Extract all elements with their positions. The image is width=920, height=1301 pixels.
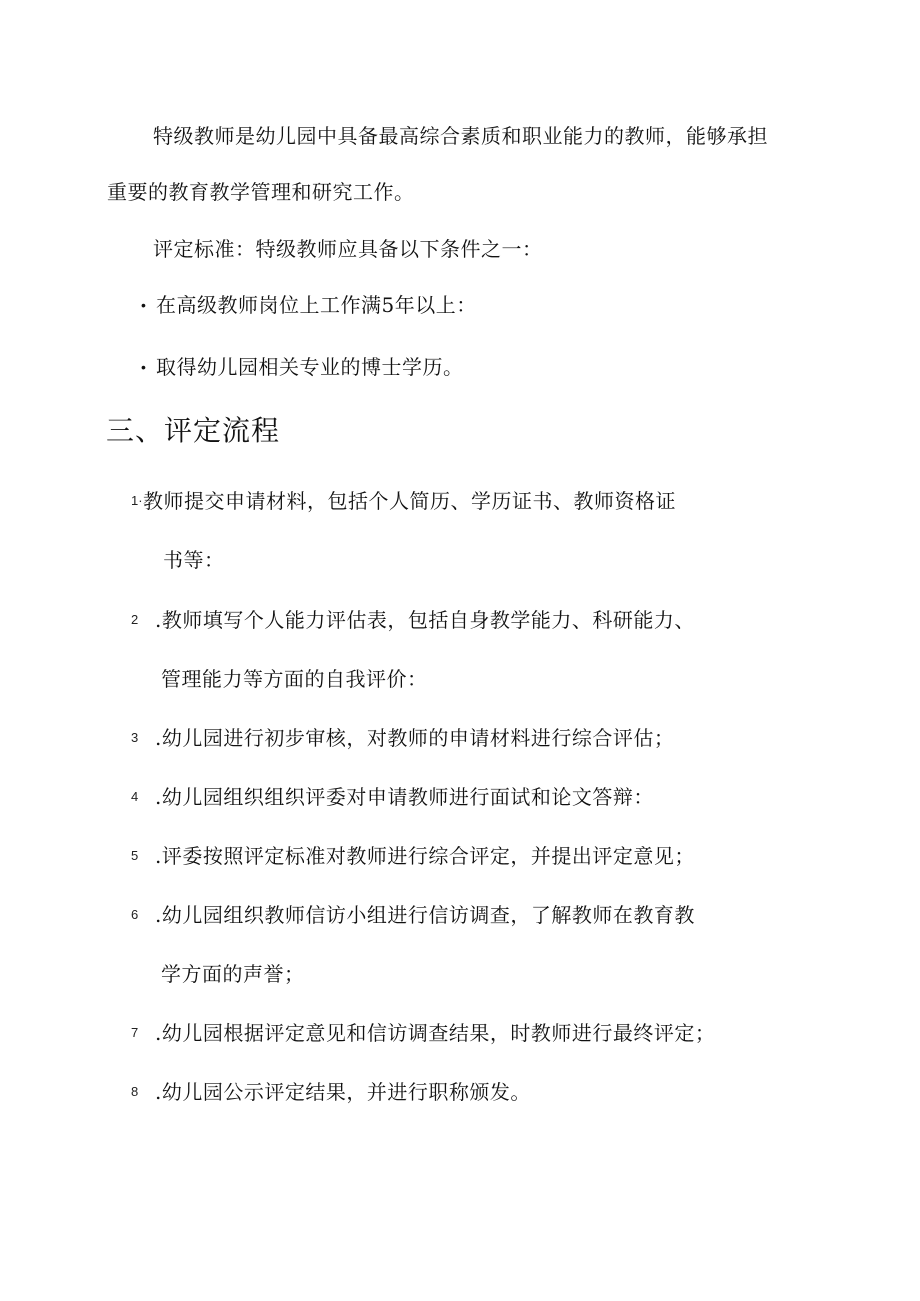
step-1-number: 1· [131, 493, 143, 508]
step-6-line-2: 学方面的声誉； [161, 962, 305, 986]
step-7-line-1: .幼儿园根据评定意见和信访调查结果，时教师进行最终评定； [155, 1021, 716, 1045]
step-6-number: 6 [131, 907, 139, 922]
step-8-number: 8 [131, 1084, 139, 1099]
step-8-line-1: .幼儿园公示评定结果，并进行职称颁发。 [155, 1080, 531, 1104]
criteria-bullet-1: • [141, 297, 146, 313]
criteria-item-2: 取得幼儿园相关专业的博士学历。 [156, 355, 464, 379]
step-5-line-1: .评委按照评定标准对教师进行综合评定，并提出评定意见； [155, 844, 695, 868]
intro-line-1: 特级教师是幼儿园中具备最高综合素质和职业能力的教师，能够承担 [153, 124, 768, 148]
step-1-line-2: 书等： [163, 548, 225, 572]
step-2-number: 2 [131, 612, 139, 627]
step-3-number: 3 [131, 730, 139, 745]
intro-line-2: 重要的教育教学管理和研究工作。 [107, 180, 415, 204]
step-2-line-1: .教师填写个人能力评估表，包括自身教学能力、科研能力、 [155, 608, 695, 632]
criteria-bullet-2: • [141, 359, 146, 375]
step-5-number: 5 [131, 848, 139, 863]
step-6-line-1: .幼儿园组织教师信访小组进行信访调查，了解教师在教育教 [155, 903, 695, 927]
step-7-number: 7 [131, 1025, 139, 1040]
criteria-item-1: 在高级教师岗位上工作满5年以上： [156, 293, 477, 317]
step-1-line-1: 教师提交申请材料，包括个人简历、学历证书、教师资格证 [143, 489, 676, 513]
criteria-title: 评定标准：特级教师应具备以下条件之一： [153, 237, 543, 261]
section-heading: 三、评定流程 [106, 414, 281, 447]
step-3-line-1: .幼儿园进行初步审核，对教师的申请材料进行综合评估； [155, 726, 675, 750]
step-4-line-1: .幼儿园组织组织评委对申请教师进行面试和论文答辩： [155, 785, 654, 809]
step-4-number: 4 [131, 789, 139, 804]
step-2-line-2: 管理能力等方面的自我评价： [161, 667, 428, 691]
